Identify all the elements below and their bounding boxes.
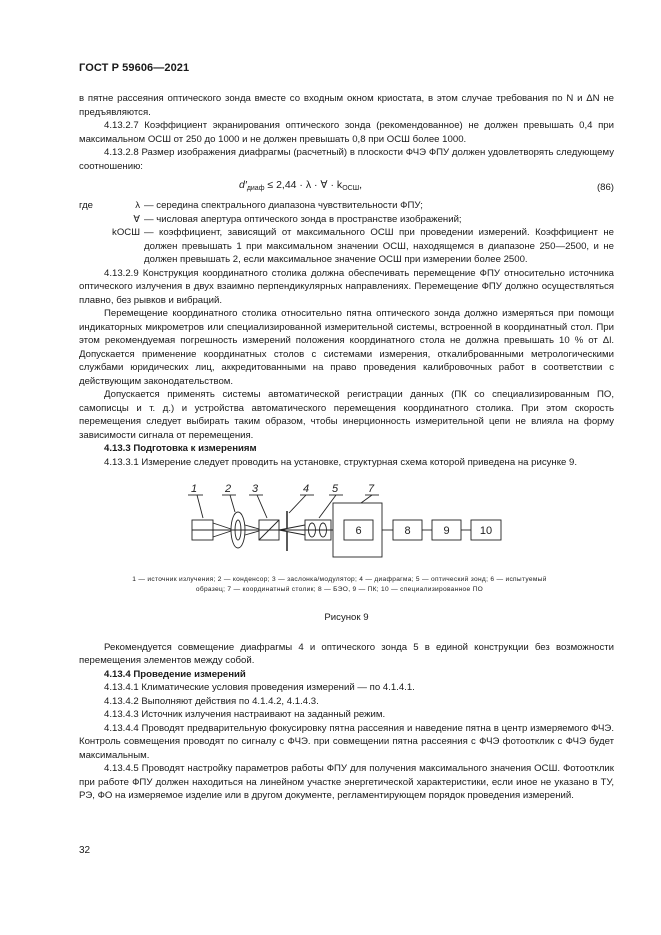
beam-line xyxy=(213,523,231,529)
paragraph: 4.13.2.7 Коэффициент экранирования оптического зонда (рекомендованное) не должен превышать 0,4 при максимальном ОСШ от 250 до 1000 и не должен превышать 0,8 при ОСШ более 1000. xyxy=(79,120,614,145)
leader-5 xyxy=(319,495,336,518)
paragraph: 4.13.3.1 Измерение следует проводить на установке, структурная схема которой приведена на рисунке 9. xyxy=(104,456,578,468)
where-dash: — xyxy=(144,227,160,238)
page-number: 32 xyxy=(79,845,91,856)
callout-5: 5 xyxy=(332,483,339,495)
figure-caption xyxy=(79,575,600,595)
where-item xyxy=(79,199,614,213)
callout-1: 1 xyxy=(191,483,198,495)
where-text xyxy=(144,213,614,227)
leader-2 xyxy=(230,495,235,512)
setup-schematic xyxy=(79,473,614,573)
where-desc: коэффициент, зависящий от максимального ОСШ при проведении измерений. Коэффициент не должен превышать 1 при максимальном значении ОСШ, находящемся в диапазоне 250—2500, и не должен превышать 2, если максимальное значение ОСШ при измерении более 2500. xyxy=(144,227,614,265)
beam-line xyxy=(213,531,231,537)
beam-line xyxy=(279,525,305,530)
section-heading: 4.13.3 Подготовка к измерениям xyxy=(104,443,257,454)
where-item xyxy=(79,213,614,227)
leader-3 xyxy=(257,495,267,518)
paragraph: 4.13.4.1 Климатические условия проведения измерений — по 4.1.4.1. xyxy=(104,682,415,693)
beam-line xyxy=(245,525,259,529)
leader-1 xyxy=(197,495,203,518)
section-heading: 4.13.4 Проведение измерений xyxy=(104,668,246,680)
where-symbol: kОСШ xyxy=(112,227,140,238)
where-text xyxy=(144,226,614,267)
caption-line: образец; 7 — координатный столик; 8 — БЭО, 9 — ПК; 10 — специализированное ПО xyxy=(195,586,484,593)
callout-7: 7 xyxy=(368,483,375,495)
beam-line xyxy=(245,531,259,535)
formula-number: (86) xyxy=(596,182,614,193)
paragraph: 4.13.2.8 Размер изображения диафрагмы (расчетный) в плоскости ФЧЭ ФПУ должен удовлетворять следующему соотношению: xyxy=(79,147,614,172)
paragraph: Допускается применять системы автоматической регистрации данных (ПК со специализированным ПО, самописцы и т. д.) и устройства автоматического перемещения координатного столика. При этом скорость перемещения следует выбирать таким образом, чтобы инерционность измерительной цепи не влияла на форму зависимости сигнала от перемещения. xyxy=(79,389,614,441)
beam-line xyxy=(279,530,305,535)
block-label-6: 6 xyxy=(355,525,362,537)
where-item xyxy=(79,226,614,267)
formula-lhs: d′ xyxy=(239,179,247,191)
where-text xyxy=(144,199,614,213)
formula-lhs-sub: диаф xyxy=(246,185,265,192)
where-symbol: λ xyxy=(135,200,140,211)
paragraph: в пятне рассеяния оптического зонда вместе со входным окном криостата, в этом случае требования по N и ΔN не предъявляются. xyxy=(79,93,614,118)
paragraph: 4.13.4.2 Выполняют действия по 4.1.4.2, 4.1.4.3. xyxy=(104,695,319,707)
document-body xyxy=(79,92,614,803)
paragraph: 4.13.2.9 Конструкция координатного столика должна обеспечивать перемещение ФПУ относительно источника оптического излучения в двух взаимно перпендикулярных направлениях. Перемещение ФПУ должно осуществляться плавно, без рывков и вибраций. xyxy=(79,267,614,306)
where-word: где xyxy=(79,200,94,211)
formula-rhs: ≤ 2,44 · λ · ∀ · k xyxy=(267,179,343,191)
callout-2: 2 xyxy=(225,483,232,495)
caption-line: 1 — источник излучения; 2 — конденсор; 3 — заслонка/модулятор; 4 — диафрагма; 5 — оптический зонд; 6 — испытуемый xyxy=(132,576,547,583)
where-list xyxy=(79,199,614,267)
paragraph: 4.13.4.3 Источник излучения настраивают на заданный режим. xyxy=(104,709,386,720)
figure-title: Рисунок 9 xyxy=(324,612,369,623)
formula-tail: , xyxy=(359,179,363,191)
block-label-10: 10 xyxy=(479,525,493,537)
paragraph: Перемещение координатного столика относительно пятна оптического зонда должно измеряться при помощи индикаторных микрометров или специализированной измерительной системы, встроенной в координатный стол. При этом рекомендуемая погрешность измерений положения координатного стола не должна превышать 10 % от Δl. Допускается применение координатных столов с системами измерения, откалиброванными метрологическими службами юридических лиц, аккредитованными на право проведения калибровочных работ в соответствии с действующим законодательством. xyxy=(79,308,614,387)
paragraph: 4.13.4.5 Проводят настройку параметров работы ФПУ для получения максимального значения ОСШ. Фотоотклик при работе ФПУ должен находиться на линейном участке энергетической характеристики, если иное не указано в ТУ, РЭ, ФО на измеряемое изделие или в другом документе, регламентирующем порядок проведения измерений. xyxy=(79,763,614,801)
where-desc: середина спектрального диапазона чувствительности ФПУ; xyxy=(156,200,423,211)
where-desc: числовая апертура оптического зонда в пространстве изображений; xyxy=(156,213,462,225)
callout-3: 3 xyxy=(252,483,259,495)
paragraph: 4.13.4.4 Проводят предварительную фокусировку пятна рассеяния и наведение пятна в центр измеряемого ФЧЭ. Контроль совмещения проводят по сигналу с ФЧЭ. при совмещении пятна рассеяния с ФЧЭ фотоотклик с ФЧЭ будет максимальным. xyxy=(79,722,614,761)
document-header: ГОСТ Р 59606—2021 xyxy=(79,62,190,74)
leader-4 xyxy=(289,495,306,513)
paragraph: Рекомендуется совмещение диафрагмы 4 и оптического зонда 5 в единой конструкции без возможности перемещения элементов между собой. xyxy=(79,641,614,666)
formula-expression xyxy=(239,179,362,196)
figure-diagram xyxy=(79,473,614,573)
formula-rhs-sub: ОСШ xyxy=(342,185,360,192)
where-dash: — xyxy=(144,200,157,211)
leader-7 xyxy=(361,495,372,503)
where-dash: — xyxy=(144,213,157,225)
block-label-8: 8 xyxy=(404,525,411,537)
block-label-9: 9 xyxy=(443,525,450,537)
where-symbol: ∀ xyxy=(133,213,140,225)
formula xyxy=(79,176,614,198)
callout-4: 4 xyxy=(303,483,310,495)
